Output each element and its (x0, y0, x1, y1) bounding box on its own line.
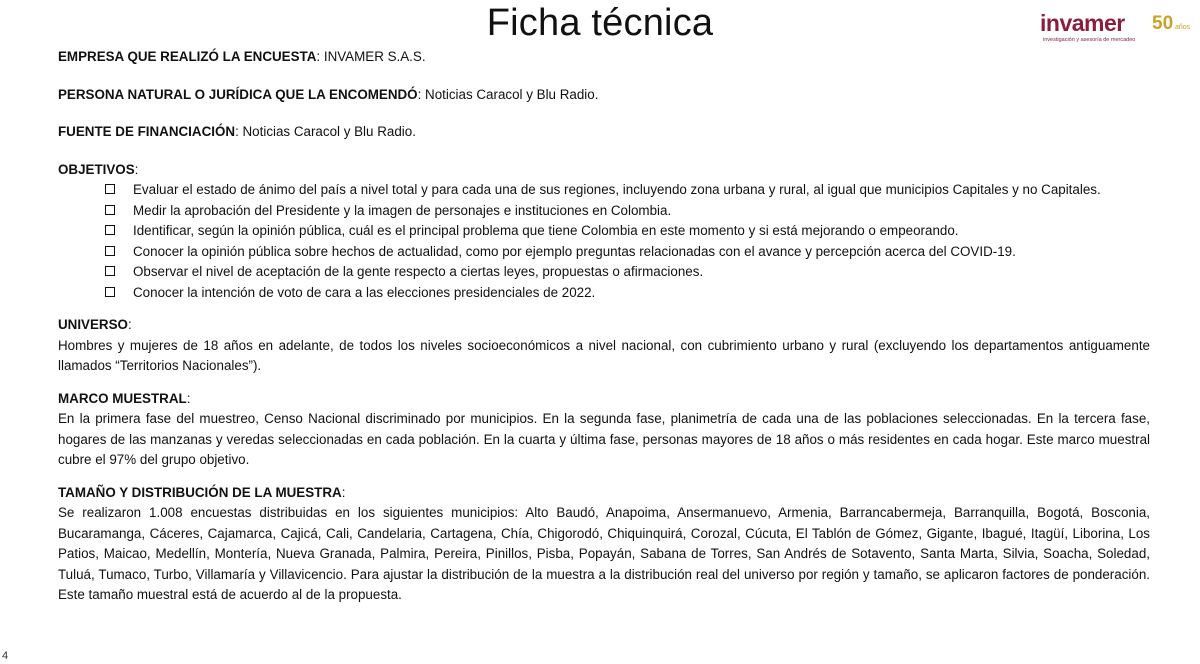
marco-label: MARCO MUESTRAL (58, 390, 187, 406)
marco-heading (58, 389, 1150, 410)
list-item (58, 221, 1150, 242)
objetivo-text: Conocer la intención de voto de cara a las elecciones presidenciales de 2022. (133, 284, 596, 300)
objetivo-text: Observar el nivel de aceptación de la gente respecto a ciertas leyes, propuestas o afirmaciones. (133, 264, 704, 279)
logo-years-word: años (1175, 24, 1191, 31)
fuente-value: : Noticias Caracol y Blu Radio. (235, 124, 416, 139)
tamano-text: Se realizaron 1.008 encuestas distribuidas en los siguientes municipios: Alto Baudó, Anapoima, Ansermanuevo, Armenia, Barrancabermeja, Barranquilla, Bogotá, Bosconia, Bucaramanga, Cáceres, Cajamarca, Cajicá, Cali, Candelaria, Cartagena, Chía, Chigorodó, Chiquinquirá, Corozal, Cúcuta, El Tablón de Gómez, Gigante, Ibagué, Itagüí, Liborina, Los Patios, Maicao, Medellín, Montería, Nueva Granada, Palmira, Pereira, Pinillos, Pisba, Popayán, Sabana de Torres, San Andrés de Sotavento, Santa Marta, Silvia, Soacha, Soledad, Tuluá, Tumaco, Turbo, Villamaría y Villavicencio. Para ajustar la distribución de la muestra a la distribución real del universo por región y tamaño, se aplicaron factores de ponderación. Este tamaño muestral está de acuerdo al de la propuesta. (58, 505, 1150, 602)
list-item (58, 242, 1150, 263)
page-title: Ficha técnica (486, 2, 714, 44)
checkbox-bullet-icon (105, 266, 115, 276)
page-number: 4 (2, 650, 9, 662)
logo-brand: invamer (1040, 10, 1125, 36)
tamano-suffix: : (341, 484, 346, 500)
list-item (58, 180, 1150, 201)
list-item (58, 283, 1150, 304)
universo-suffix: : (127, 317, 132, 332)
fact-sheet-body (58, 47, 1150, 606)
checkbox-bullet-icon (105, 246, 115, 256)
objetivos-list (58, 180, 1150, 303)
list-item (58, 201, 1150, 222)
fuente-line (58, 122, 1150, 143)
persona-line (58, 85, 1150, 106)
checkbox-bullet-icon (105, 287, 115, 297)
checkbox-bullet-icon (105, 225, 115, 235)
tamano-heading (58, 483, 1150, 504)
empresa-line (58, 47, 1150, 68)
marco-text: En la primera fase del muestreo, Censo Nacional discriminado por municipios. En la segunda fase, planimetría de cada una de las poblaciones seleccionadas. En la tercera fase, hogares de las manzanas y veredas seleccionadas en cada población. En la cuarta y última fase, personas mayores de 18 años o más residentes en cada hogar. Este marco muestral cubre el 97% del grupo objetivo. (58, 411, 1150, 467)
empresa-value: : INVAMER S.A.S. (316, 49, 426, 64)
universo-heading (58, 315, 1150, 336)
objetivos-suffix: : (134, 161, 139, 177)
marco-suffix: : (186, 390, 191, 406)
objetivos-heading (58, 160, 1150, 181)
empresa-label: EMPRESA QUE REALIZÓ LA ENCUESTA (58, 49, 317, 64)
objetivo-text: Conocer la opinión pública sobre hechos de actualidad, como por ejemplo preguntas relacionadas con el avance y percepción acerca del COVID-19. (133, 243, 1016, 259)
persona-label: PERSONA NATURAL O JURÍDICA QUE LA ENCOMENDÓ (58, 86, 418, 102)
persona-value: : Noticias Caracol y Blu Radio. (417, 86, 599, 102)
objetivo-text: Identificar, según la opinión pública, cuál es el principal problema que tiene Colombia en este momento y si está mejorando o empeorando. (133, 223, 959, 238)
checkbox-bullet-icon (105, 184, 115, 194)
objetivo-text: Medir la aprobación del Presidente y la imagen de personajes e instituciones en Colombia. (133, 202, 672, 218)
tamano-label: TAMAÑO Y DISTRIBUCIÓN DE LA MUESTRA (58, 484, 342, 500)
invamer-logo (1040, 10, 1190, 50)
list-item (58, 262, 1150, 283)
logo-years: 50 (1152, 13, 1174, 34)
checkbox-bullet-icon (105, 205, 115, 215)
objetivo-text: Evaluar el estado de ánimo del país a nivel total y para cada una de sus regiones, incluyendo zona urbana y rural, al igual que municipios Capitales y no Capitales. (133, 182, 1101, 197)
fuente-label: FUENTE DE FINANCIACIÓN (58, 124, 236, 139)
universo-label: UNIVERSO (58, 317, 128, 332)
logo-tagline: investigación y asesoría de mercadeo (1043, 37, 1136, 43)
universo-text: Hombres y mujeres de 18 años en adelante, de todos los niveles socioeconómicos a nivel nacional, con cubrimiento urbano y rural (excluyendo los departamentos antiguamente llamados “Territorios Nacionales”). (58, 337, 1150, 373)
objetivos-label: OBJETIVOS (58, 161, 135, 177)
